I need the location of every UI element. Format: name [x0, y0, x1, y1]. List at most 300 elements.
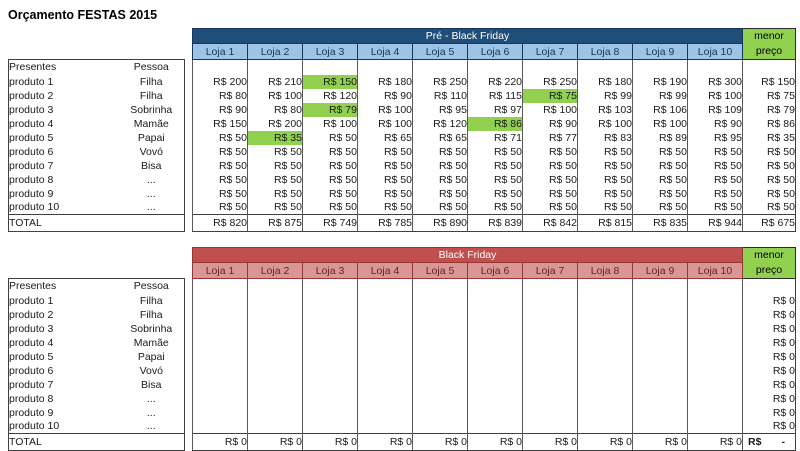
product-name-cell[interactable]: produto 10: [9, 201, 119, 215]
value-cell[interactable]: [688, 308, 743, 322]
presentes-header[interactable]: Presentes: [9, 279, 119, 294]
value-cell[interactable]: R$ 50: [303, 173, 358, 187]
product-name-cell[interactable]: produto 5: [9, 131, 119, 145]
empty-cell[interactable]: [633, 279, 688, 294]
empty-cell[interactable]: [468, 279, 523, 294]
menor-value-cell[interactable]: R$ 0: [743, 336, 796, 350]
value-cell[interactable]: [688, 420, 743, 434]
empty-cell[interactable]: [688, 279, 743, 294]
value-cell[interactable]: [633, 392, 688, 406]
value-cell[interactable]: R$ 50: [358, 159, 413, 173]
person-cell[interactable]: Mamãe: [119, 336, 185, 350]
value-cell[interactable]: R$ 100: [633, 117, 688, 131]
menor-value-cell[interactable]: R$ 79: [743, 103, 796, 117]
menor-header-line1[interactable]: menor: [743, 29, 796, 44]
value-cell[interactable]: [358, 322, 413, 336]
menor-value-cell[interactable]: R$ 50: [743, 145, 796, 159]
store-header[interactable]: Loja 7: [523, 263, 578, 279]
value-cell[interactable]: R$ 50: [468, 187, 523, 201]
store-header[interactable]: Loja 2: [248, 263, 303, 279]
value-cell[interactable]: R$ 71: [468, 131, 523, 145]
value-cell[interactable]: [248, 406, 303, 420]
value-cell[interactable]: [193, 392, 248, 406]
product-name-cell[interactable]: produto 7: [9, 159, 119, 173]
value-cell[interactable]: R$ 50: [303, 145, 358, 159]
store-header[interactable]: Loja 8: [578, 263, 633, 279]
value-cell[interactable]: R$ 50: [688, 187, 743, 201]
product-name-cell[interactable]: produto 6: [9, 145, 119, 159]
value-cell[interactable]: R$ 50: [358, 187, 413, 201]
value-cell[interactable]: [578, 406, 633, 420]
value-cell[interactable]: [578, 378, 633, 392]
value-cell[interactable]: R$ 50: [303, 201, 358, 215]
value-cell[interactable]: [688, 350, 743, 364]
value-cell[interactable]: [688, 294, 743, 308]
empty-cell[interactable]: [413, 60, 468, 75]
value-cell[interactable]: [413, 322, 468, 336]
value-cell[interactable]: [413, 378, 468, 392]
menor-header-line2[interactable]: preço: [743, 263, 796, 279]
value-cell[interactable]: R$ 50: [633, 173, 688, 187]
empty-cell[interactable]: [303, 279, 358, 294]
product-name-cell[interactable]: produto 8: [9, 173, 119, 187]
person-cell[interactable]: ...: [119, 420, 185, 434]
value-cell[interactable]: [633, 336, 688, 350]
empty-cell[interactable]: [743, 279, 796, 294]
person-cell[interactable]: Filha: [119, 75, 185, 89]
value-cell[interactable]: R$ 50: [413, 187, 468, 201]
value-cell[interactable]: [523, 420, 578, 434]
total-label-cell[interactable]: TOTAL: [9, 434, 185, 451]
person-cell[interactable]: Papai: [119, 350, 185, 364]
value-cell[interactable]: [303, 364, 358, 378]
person-cell[interactable]: Vovó: [119, 364, 185, 378]
value-cell[interactable]: [578, 420, 633, 434]
person-cell[interactable]: Filha: [119, 294, 185, 308]
total-value-cell[interactable]: R$ 0: [578, 434, 633, 451]
value-cell[interactable]: [303, 392, 358, 406]
empty-cell[interactable]: [468, 60, 523, 75]
menor-value-cell[interactable]: R$ 0: [743, 392, 796, 406]
value-cell[interactable]: R$ 100: [358, 103, 413, 117]
value-cell[interactable]: [248, 322, 303, 336]
store-header[interactable]: Loja 8: [578, 44, 633, 60]
value-cell[interactable]: R$ 90: [358, 89, 413, 103]
total-menor-cell[interactable]: [743, 434, 796, 451]
value-cell[interactable]: R$ 50: [303, 187, 358, 201]
value-cell[interactable]: [633, 322, 688, 336]
value-cell[interactable]: R$ 50: [523, 173, 578, 187]
value-cell[interactable]: R$ 50: [193, 173, 248, 187]
value-cell[interactable]: R$ 90: [523, 117, 578, 131]
empty-cell[interactable]: [303, 60, 358, 75]
value-cell[interactable]: R$ 250: [413, 75, 468, 89]
value-cell[interactable]: R$ 100: [248, 89, 303, 103]
total-value-cell[interactable]: R$ 785: [358, 215, 413, 232]
value-cell[interactable]: [248, 420, 303, 434]
value-cell[interactable]: [413, 336, 468, 350]
value-cell[interactable]: R$ 180: [358, 75, 413, 89]
value-cell[interactable]: R$ 190: [633, 75, 688, 89]
value-cell[interactable]: R$ 50: [193, 131, 248, 145]
value-cell[interactable]: [578, 322, 633, 336]
total-value-cell[interactable]: R$ 0: [413, 434, 468, 451]
value-cell[interactable]: [193, 294, 248, 308]
presentes-header[interactable]: Presentes: [9, 60, 119, 75]
value-cell[interactable]: R$ 89: [633, 131, 688, 145]
value-cell[interactable]: [248, 392, 303, 406]
menor-value-cell[interactable]: R$ 50: [743, 173, 796, 187]
value-cell[interactable]: [303, 378, 358, 392]
empty-cell[interactable]: [193, 279, 248, 294]
value-cell[interactable]: R$ 65: [413, 131, 468, 145]
total-value-cell[interactable]: R$ 749: [303, 215, 358, 232]
value-cell[interactable]: [523, 350, 578, 364]
value-cell[interactable]: R$ 50: [578, 159, 633, 173]
value-cell[interactable]: R$ 90: [193, 103, 248, 117]
value-cell[interactable]: R$ 50: [358, 145, 413, 159]
best-price-cell[interactable]: R$ 79: [303, 103, 358, 117]
value-cell[interactable]: [523, 378, 578, 392]
value-cell[interactable]: R$ 103: [578, 103, 633, 117]
product-name-cell[interactable]: produto 9: [9, 187, 119, 201]
empty-cell[interactable]: [578, 60, 633, 75]
value-cell[interactable]: R$ 50: [248, 159, 303, 173]
product-name-cell[interactable]: produto 1: [9, 294, 119, 308]
store-header[interactable]: Loja 10: [688, 263, 743, 279]
value-cell[interactable]: R$ 50: [193, 145, 248, 159]
person-cell[interactable]: ...: [119, 201, 185, 215]
value-cell[interactable]: [578, 308, 633, 322]
value-cell[interactable]: [413, 350, 468, 364]
menor-value-cell[interactable]: R$ 0: [743, 294, 796, 308]
empty-cell[interactable]: [193, 60, 248, 75]
value-cell[interactable]: [193, 378, 248, 392]
store-header[interactable]: Loja 7: [523, 44, 578, 60]
value-cell[interactable]: R$ 50: [633, 187, 688, 201]
total-menor-cell[interactable]: R$ 675: [743, 215, 796, 232]
value-cell[interactable]: [578, 392, 633, 406]
empty-cell[interactable]: [523, 60, 578, 75]
person-cell[interactable]: Papai: [119, 131, 185, 145]
product-name-cell[interactable]: produto 7: [9, 378, 119, 392]
menor-value-cell[interactable]: R$ 50: [743, 201, 796, 215]
value-cell[interactable]: [523, 364, 578, 378]
empty-cell[interactable]: [633, 60, 688, 75]
value-cell[interactable]: [523, 308, 578, 322]
total-value-cell[interactable]: R$ 875: [248, 215, 303, 232]
value-cell[interactable]: R$ 83: [578, 131, 633, 145]
value-cell[interactable]: [193, 364, 248, 378]
value-cell[interactable]: [413, 392, 468, 406]
empty-cell[interactable]: [358, 279, 413, 294]
value-cell[interactable]: R$ 50: [413, 201, 468, 215]
menor-value-cell[interactable]: R$ 0: [743, 322, 796, 336]
value-cell[interactable]: R$ 50: [303, 131, 358, 145]
person-cell[interactable]: Filha: [119, 89, 185, 103]
value-cell[interactable]: [358, 336, 413, 350]
value-cell[interactable]: [468, 336, 523, 350]
value-cell[interactable]: [248, 308, 303, 322]
value-cell[interactable]: R$ 95: [413, 103, 468, 117]
value-cell[interactable]: R$ 50: [248, 173, 303, 187]
value-cell[interactable]: R$ 50: [248, 201, 303, 215]
store-header[interactable]: Loja 6: [468, 263, 523, 279]
value-cell[interactable]: [523, 406, 578, 420]
value-cell[interactable]: R$ 100: [523, 103, 578, 117]
value-cell[interactable]: [688, 364, 743, 378]
store-header[interactable]: Loja 9: [633, 263, 688, 279]
value-cell[interactable]: [303, 420, 358, 434]
value-cell[interactable]: [193, 322, 248, 336]
store-header[interactable]: Loja 4: [358, 263, 413, 279]
value-cell[interactable]: [193, 350, 248, 364]
value-cell[interactable]: R$ 180: [578, 75, 633, 89]
value-cell[interactable]: R$ 50: [468, 159, 523, 173]
total-value-cell[interactable]: R$ 0: [688, 434, 743, 451]
total-value-cell[interactable]: R$ 815: [578, 215, 633, 232]
menor-value-cell[interactable]: R$ 86: [743, 117, 796, 131]
menor-value-cell[interactable]: R$ 50: [743, 159, 796, 173]
product-name-cell[interactable]: produto 3: [9, 103, 119, 117]
total-value-cell[interactable]: R$ 820: [193, 215, 248, 232]
empty-cell[interactable]: [248, 279, 303, 294]
value-cell[interactable]: R$ 50: [688, 145, 743, 159]
store-header[interactable]: Loja 5: [413, 263, 468, 279]
value-cell[interactable]: R$ 50: [523, 187, 578, 201]
total-value-cell[interactable]: R$ 944: [688, 215, 743, 232]
product-name-cell[interactable]: produto 10: [9, 420, 119, 434]
value-cell[interactable]: R$ 100: [303, 117, 358, 131]
value-cell[interactable]: [193, 420, 248, 434]
value-cell[interactable]: R$ 106: [633, 103, 688, 117]
product-name-cell[interactable]: produto 6: [9, 364, 119, 378]
value-cell[interactable]: [358, 294, 413, 308]
value-cell[interactable]: R$ 50: [688, 159, 743, 173]
person-cell[interactable]: Sobrinha: [119, 322, 185, 336]
product-name-cell[interactable]: produto 4: [9, 117, 119, 131]
value-cell[interactable]: R$ 109: [688, 103, 743, 117]
value-cell[interactable]: R$ 200: [193, 75, 248, 89]
value-cell[interactable]: [358, 420, 413, 434]
value-cell[interactable]: [578, 364, 633, 378]
person-cell[interactable]: ...: [119, 392, 185, 406]
value-cell[interactable]: [193, 336, 248, 350]
value-cell[interactable]: R$ 50: [633, 145, 688, 159]
store-header[interactable]: Loja 3: [303, 263, 358, 279]
total-value-cell[interactable]: R$ 890: [413, 215, 468, 232]
value-cell[interactable]: [578, 336, 633, 350]
value-cell[interactable]: R$ 50: [303, 159, 358, 173]
value-cell[interactable]: R$ 300: [688, 75, 743, 89]
empty-cell[interactable]: [688, 60, 743, 75]
value-cell[interactable]: [468, 406, 523, 420]
value-cell[interactable]: [688, 322, 743, 336]
value-cell[interactable]: [468, 392, 523, 406]
best-price-cell[interactable]: R$ 86: [468, 117, 523, 131]
store-header[interactable]: Loja 6: [468, 44, 523, 60]
total-value-cell[interactable]: R$ 842: [523, 215, 578, 232]
value-cell[interactable]: [468, 350, 523, 364]
value-cell[interactable]: [523, 336, 578, 350]
person-cell[interactable]: ...: [119, 406, 185, 420]
best-price-cell[interactable]: R$ 35: [248, 131, 303, 145]
store-header[interactable]: Loja 5: [413, 44, 468, 60]
value-cell[interactable]: [303, 406, 358, 420]
best-price-cell[interactable]: R$ 150: [303, 75, 358, 89]
product-name-cell[interactable]: produto 3: [9, 322, 119, 336]
value-cell[interactable]: R$ 50: [358, 201, 413, 215]
value-cell[interactable]: [523, 392, 578, 406]
value-cell[interactable]: R$ 110: [413, 89, 468, 103]
value-cell[interactable]: [193, 406, 248, 420]
band-title[interactable]: Black Friday: [193, 248, 743, 263]
menor-value-cell[interactable]: R$ 75: [743, 89, 796, 103]
value-cell[interactable]: R$ 80: [193, 89, 248, 103]
value-cell[interactable]: [303, 336, 358, 350]
menor-value-cell[interactable]: R$ 0: [743, 350, 796, 364]
value-cell[interactable]: R$ 50: [193, 201, 248, 215]
value-cell[interactable]: R$ 50: [633, 159, 688, 173]
value-cell[interactable]: [358, 392, 413, 406]
menor-value-cell[interactable]: R$ 35: [743, 131, 796, 145]
value-cell[interactable]: [303, 322, 358, 336]
value-cell[interactable]: R$ 77: [523, 131, 578, 145]
product-name-cell[interactable]: produto 2: [9, 89, 119, 103]
person-cell[interactable]: Bisa: [119, 378, 185, 392]
value-cell[interactable]: R$ 50: [578, 145, 633, 159]
value-cell[interactable]: R$ 90: [688, 117, 743, 131]
value-cell[interactable]: R$ 115: [468, 89, 523, 103]
value-cell[interactable]: [248, 350, 303, 364]
value-cell[interactable]: R$ 50: [193, 159, 248, 173]
value-cell[interactable]: R$ 120: [303, 89, 358, 103]
total-label-cell[interactable]: TOTAL: [9, 215, 185, 232]
value-cell[interactable]: [413, 420, 468, 434]
total-value-cell[interactable]: R$ 835: [633, 215, 688, 232]
value-cell[interactable]: [633, 308, 688, 322]
value-cell[interactable]: R$ 50: [248, 145, 303, 159]
value-cell[interactable]: R$ 99: [633, 89, 688, 103]
value-cell[interactable]: R$ 220: [468, 75, 523, 89]
value-cell[interactable]: [248, 378, 303, 392]
value-cell[interactable]: R$ 50: [413, 145, 468, 159]
value-cell[interactable]: [523, 322, 578, 336]
value-cell[interactable]: R$ 50: [688, 173, 743, 187]
value-cell[interactable]: [358, 364, 413, 378]
pessoa-header[interactable]: Pessoa: [119, 279, 185, 294]
value-cell[interactable]: R$ 100: [578, 117, 633, 131]
value-cell[interactable]: [358, 406, 413, 420]
total-value-cell[interactable]: R$ 0: [248, 434, 303, 451]
value-cell[interactable]: [248, 294, 303, 308]
value-cell[interactable]: [468, 308, 523, 322]
menor-value-cell[interactable]: R$ 0: [743, 308, 796, 322]
value-cell[interactable]: [248, 364, 303, 378]
total-value-cell[interactable]: R$ 0: [633, 434, 688, 451]
person-cell[interactable]: ...: [119, 187, 185, 201]
value-cell[interactable]: [633, 378, 688, 392]
value-cell[interactable]: [468, 294, 523, 308]
value-cell[interactable]: [413, 364, 468, 378]
value-cell[interactable]: [303, 308, 358, 322]
value-cell[interactable]: R$ 250: [523, 75, 578, 89]
total-value-cell[interactable]: R$ 0: [193, 434, 248, 451]
menor-header-line1[interactable]: menor: [743, 248, 796, 263]
pessoa-header[interactable]: Pessoa: [119, 60, 185, 75]
value-cell[interactable]: [468, 322, 523, 336]
value-cell[interactable]: [633, 420, 688, 434]
menor-value-cell[interactable]: R$ 150: [743, 75, 796, 89]
value-cell[interactable]: [633, 350, 688, 364]
value-cell[interactable]: R$ 50: [688, 201, 743, 215]
product-name-cell[interactable]: produto 9: [9, 406, 119, 420]
value-cell[interactable]: [688, 406, 743, 420]
person-cell[interactable]: Sobrinha: [119, 103, 185, 117]
empty-cell[interactable]: [248, 60, 303, 75]
store-header[interactable]: Loja 3: [303, 44, 358, 60]
value-cell[interactable]: R$ 50: [413, 173, 468, 187]
total-value-cell[interactable]: R$ 839: [468, 215, 523, 232]
value-cell[interactable]: [633, 294, 688, 308]
value-cell[interactable]: [633, 406, 688, 420]
total-value-cell[interactable]: R$ 0: [523, 434, 578, 451]
value-cell[interactable]: R$ 50: [413, 159, 468, 173]
menor-header-line2[interactable]: preço: [743, 44, 796, 60]
value-cell[interactable]: R$ 97: [468, 103, 523, 117]
value-cell[interactable]: [303, 294, 358, 308]
value-cell[interactable]: R$ 50: [468, 201, 523, 215]
menor-value-cell[interactable]: R$ 50: [743, 187, 796, 201]
best-price-cell[interactable]: R$ 75: [523, 89, 578, 103]
product-name-cell[interactable]: produto 5: [9, 350, 119, 364]
store-header[interactable]: Loja 1: [193, 44, 248, 60]
value-cell[interactable]: R$ 50: [193, 187, 248, 201]
value-cell[interactable]: [193, 308, 248, 322]
value-cell[interactable]: [633, 364, 688, 378]
person-cell[interactable]: Mamãe: [119, 117, 185, 131]
empty-cell[interactable]: [743, 60, 796, 75]
value-cell[interactable]: [578, 350, 633, 364]
menor-value-cell[interactable]: R$ 0: [743, 406, 796, 420]
store-header[interactable]: Loja 4: [358, 44, 413, 60]
value-cell[interactable]: [358, 350, 413, 364]
value-cell[interactable]: R$ 50: [633, 201, 688, 215]
menor-value-cell[interactable]: R$ 0: [743, 364, 796, 378]
value-cell[interactable]: R$ 95: [688, 131, 743, 145]
store-header[interactable]: Loja 10: [688, 44, 743, 60]
value-cell[interactable]: R$ 50: [358, 173, 413, 187]
total-value-cell[interactable]: R$ 0: [303, 434, 358, 451]
store-header[interactable]: Loja 9: [633, 44, 688, 60]
product-name-cell[interactable]: produto 1: [9, 75, 119, 89]
value-cell[interactable]: [413, 308, 468, 322]
empty-cell[interactable]: [413, 279, 468, 294]
value-cell[interactable]: R$ 50: [523, 201, 578, 215]
empty-cell[interactable]: [523, 279, 578, 294]
value-cell[interactable]: R$ 50: [523, 159, 578, 173]
person-cell[interactable]: Bisa: [119, 159, 185, 173]
value-cell[interactable]: [358, 308, 413, 322]
value-cell[interactable]: [688, 392, 743, 406]
value-cell[interactable]: R$ 50: [468, 145, 523, 159]
person-cell[interactable]: Filha: [119, 308, 185, 322]
value-cell[interactable]: R$ 50: [578, 187, 633, 201]
band-title[interactable]: Pré - Black Friday: [193, 29, 743, 44]
value-cell[interactable]: [688, 378, 743, 392]
value-cell[interactable]: [468, 378, 523, 392]
value-cell[interactable]: [303, 350, 358, 364]
